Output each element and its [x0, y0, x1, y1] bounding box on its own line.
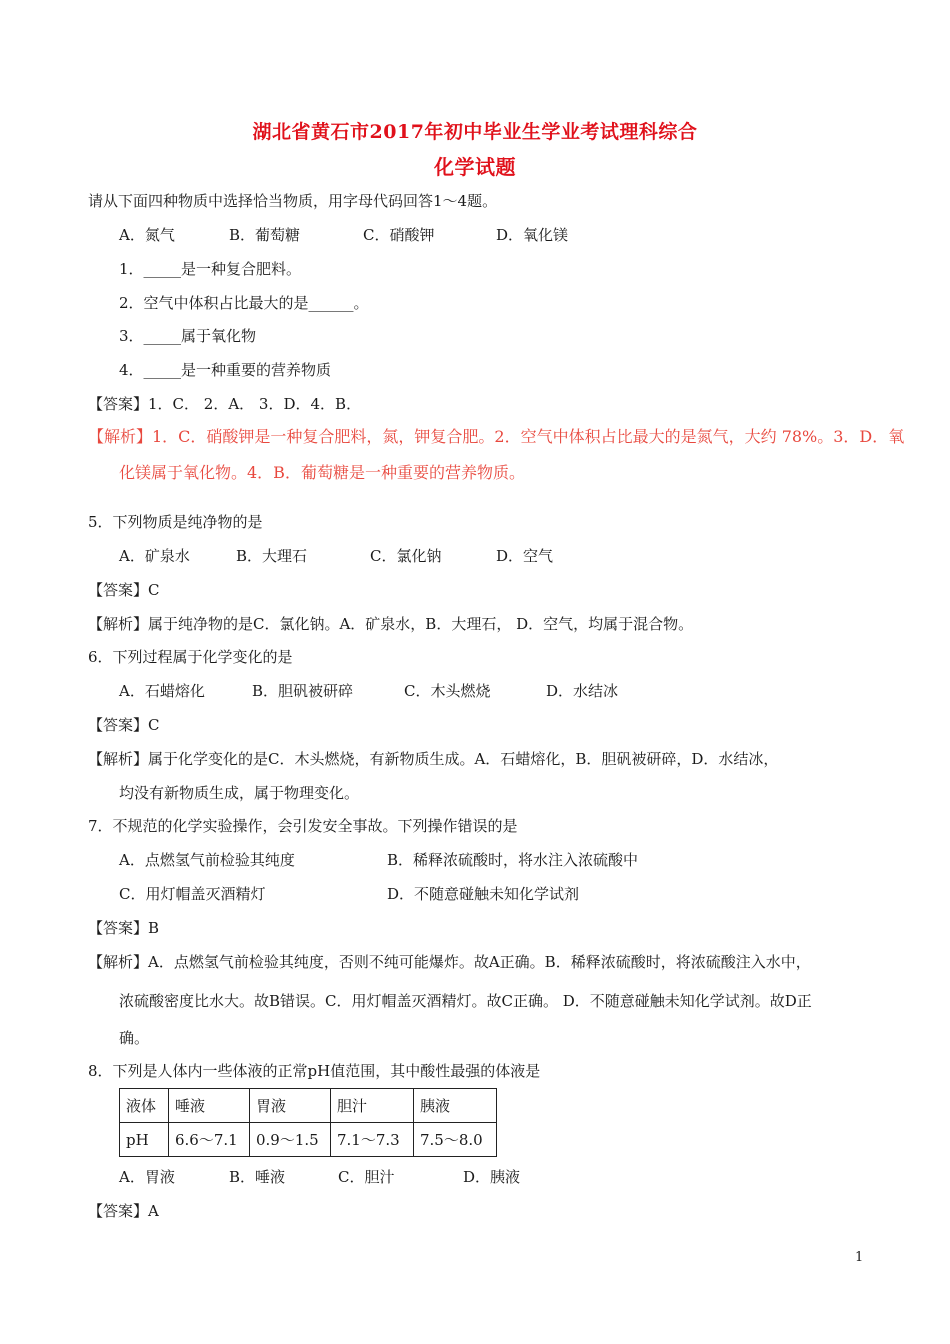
q7-analysis-line3: 确。: [119, 1029, 150, 1047]
table-cell: 7.5～8.0: [414, 1123, 497, 1157]
q8-option-d: D．胰液: [463, 1168, 521, 1186]
page-subtitle: 化学试题: [434, 155, 516, 179]
q8-option-a: A．胃液: [119, 1168, 175, 1186]
q5-option-a: A．矿泉水: [119, 547, 190, 565]
q1to4-option-b: B．葡萄糖: [229, 226, 301, 244]
q1to4-option-d: D．氧化镁: [496, 226, 569, 244]
q5-option-c: C．氯化钠: [370, 547, 442, 565]
q4-item: 4．_____是一种重要的营养物质: [119, 361, 332, 379]
q7-stem: 7．不规范的化学实验操作，会引发安全事故。下列操作错误的是: [88, 817, 518, 835]
table-cell: 胆汁: [331, 1089, 414, 1123]
table-cell: 7.1～7.3: [331, 1123, 414, 1157]
q3-item: 3．_____属于氧化物: [119, 327, 257, 345]
q6-option-b: B．胆矾被研碎: [252, 682, 354, 700]
table-cell: 胰液: [414, 1089, 497, 1123]
q8-answer: 【答案】A: [88, 1202, 159, 1220]
table-cell: 6.6～7.1: [169, 1123, 250, 1157]
q8-option-b: B．唾液: [229, 1168, 286, 1186]
q8-option-c: C．胆汁: [338, 1168, 395, 1186]
q1to4-option-c: C．硝酸钾: [363, 226, 435, 244]
q7-option-b: B．稀释浓硫酸时，将水注入浓硫酸中: [387, 851, 639, 869]
q5-option-d: D．空气: [496, 547, 554, 565]
ph-table-value-row: [120, 1123, 497, 1157]
q6-analysis-line1: 【解析】属于化学变化的是C．木头燃烧，有新物质生成。A．石蜡熔化，B．胆矾被研碎，D．水结冰，: [88, 750, 779, 768]
q8-stem: 8．下列是人体内一些体液的正常pH值范围，其中酸性最强的体液是: [88, 1062, 541, 1080]
ph-table-header-row: [120, 1089, 497, 1123]
page-title: 湖北省黄石市2017年初中毕业生学业考试理科综合: [252, 121, 698, 143]
table-cell: 胃液: [250, 1089, 331, 1123]
intro-text: 请从下面四种物质中选择恰当物质，用字母代码回答1～4题。: [88, 192, 498, 210]
q7-analysis-line1: 【解析】A．点燃氢气前检验其纯度，否则不纯可能爆炸。故A正确。B．稀释浓硫酸时，将浓硫酸注入水中，: [88, 953, 811, 971]
q7-option-c: C．用灯帽盖灭酒精灯: [119, 885, 266, 903]
ph-table: [119, 1088, 497, 1157]
q6-option-a: A．石蜡熔化: [119, 682, 205, 700]
q6-option-d: D．水结冰: [546, 682, 619, 700]
q1to4-option-a: A．氮气: [119, 226, 175, 244]
q6-stem: 6．下列过程属于化学变化的是: [88, 648, 293, 666]
q7-answer: 【答案】B: [88, 919, 160, 937]
q7-option-a: A．点燃氢气前检验其纯度: [119, 851, 295, 869]
q6-analysis-line2: 均没有新物质生成，属于物理变化。: [119, 784, 360, 802]
q6-answer: 【答案】C: [88, 716, 160, 734]
table-cell: 液体: [120, 1089, 169, 1123]
q1to4-analysis-line1: 【解析】1．C．硝酸钾是一种复合肥料，氮，钾复合肥。2．空气中体积占比最大的是氮气，大约 78%。3．D．氧: [88, 427, 905, 446]
q5-stem: 5．下列物质是纯净物的是: [88, 513, 263, 531]
q5-answer: 【答案】C: [88, 581, 160, 599]
q7-analysis-line2: 浓硫酸密度比水大。故B错误。C．用灯帽盖灭酒精灯。故C正确。 D．不随意碰触未知化学试剂。故D正: [119, 992, 812, 1010]
table-cell: 唾液: [169, 1089, 250, 1123]
page-number: 1: [855, 1250, 864, 1265]
q5-analysis: 【解析】属于纯净物的是C．氯化钠。A．矿泉水，B．大理石， D．空气，均属于混合物。: [88, 615, 694, 633]
q1to4-answer: 【答案】1．C． 2．A． 3．D．4．B．: [88, 395, 362, 413]
q5-option-b: B．大理石: [236, 547, 308, 565]
q1-item: 1．_____是一种复合肥料。: [119, 260, 302, 278]
table-cell: pH: [120, 1123, 169, 1157]
q6-option-c: C．木头燃烧: [404, 682, 491, 700]
table-cell: 0.9～1.5: [250, 1123, 331, 1157]
q2-item: 2．空气中体积占比最大的是______。: [119, 294, 369, 312]
q1to4-analysis-line2: 化镁属于氧化物。4．B．葡萄糖是一种重要的营养物质。: [119, 463, 525, 482]
q7-option-d: D．不随意碰触未知化学试剂: [387, 885, 580, 903]
